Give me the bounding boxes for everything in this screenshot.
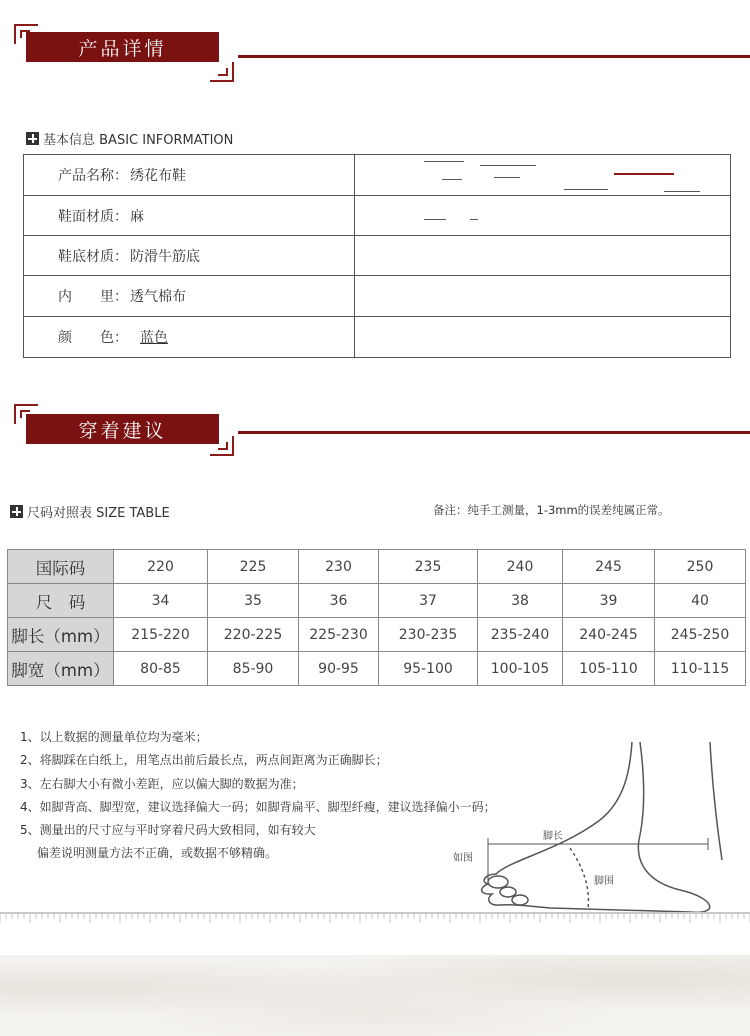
info-row [24,236,730,276]
scribble-mark [564,189,608,190]
plus-icon [26,132,39,145]
corner-ornament-icon [210,62,234,82]
table-cell: 250 [655,550,746,584]
table-cell: 215-220 [114,618,208,652]
section-banner-product-details [0,24,750,94]
measurement-instructions [20,726,496,866]
scribble-mark [494,177,520,178]
info-label: 颜 色： [58,330,128,346]
section-banner-wearing-advice [0,404,750,474]
table-cell: 245-250 [655,618,746,652]
info-label: 鞋面材质： [58,208,128,225]
row-header: 脚宽（mm） [8,652,114,686]
table-cell: 38 [478,584,563,618]
list-item: 1、以上数据的测量单位均为毫米； [20,730,208,744]
info-value: 麻 [130,208,144,225]
info-row [24,276,730,317]
foot-diagram-icon [440,740,750,920]
plus-icon [10,505,23,518]
table-cell: 220 [114,550,208,584]
info-value: 绣花布鞋 [130,168,186,184]
table-cell: 240-245 [563,618,655,652]
table-cell: 225 [208,550,299,584]
table-cell: 220-225 [208,618,299,652]
row-header: 尺 码 [8,584,114,618]
table-cell: 39 [563,584,655,618]
table-cell: 100-105 [478,652,563,686]
info-row [24,155,730,196]
table-row [8,652,746,686]
basic-info-heading [26,129,233,148]
scribble-mark [614,173,674,175]
corner-ornament-icon [210,436,234,456]
section-title: 穿着建议 [26,414,219,444]
list-item: 2、将脚踩在白纸上，用笔点出前后最长点，两点间距离为正确脚长； [20,753,388,768]
table-cell: 110-115 [655,652,746,686]
table-cell: 235-240 [478,618,563,652]
info-label: 产品名称： [58,168,128,184]
size-table [7,549,746,686]
list-item: 5、测量出的尺寸应与平时穿着尺码大致相同，如有较大 [20,823,316,838]
info-value: 蓝色 [140,330,168,346]
table-cell: 240 [478,550,563,584]
list-item: 偏差说明测量方法不正确，或数据不够精确。 [37,846,278,861]
table-cell: 95-100 [379,652,478,686]
info-value: 透气棉布 [130,289,186,305]
section-title: 产品详情 [26,32,219,62]
table-cell: 35 [208,584,299,618]
info-value: 防滑牛筋底 [130,248,200,265]
table-cell: 245 [563,550,655,584]
scribble-mark [424,161,464,162]
info-row [24,317,730,358]
basic-info-heading-text: 基本信息 BASIC INFORMATION [43,133,234,148]
scribble-mark [480,165,536,166]
table-row [8,618,746,652]
table-cell: 80-85 [114,652,208,686]
info-row [24,196,730,236]
diagram-length-label: 脚长 [543,831,563,842]
table-row [8,584,746,618]
info-label: 鞋底材质： [58,248,128,265]
table-cell: 230 [299,550,379,584]
scribble-mark [424,219,446,220]
scribble-mark [442,179,462,180]
info-label: 内 里： [58,289,128,305]
section-rule [238,431,750,434]
table-cell: 40 [655,584,746,618]
table-row [8,550,746,584]
row-header: 国际码 [8,550,114,584]
row-header: 脚长（mm） [8,618,114,652]
ruler-ticks [0,912,750,924]
table-cell: 235 [379,550,478,584]
table-cell: 37 [379,584,478,618]
size-table-heading-text: 尺码对照表 SIZE TABLE [27,506,170,521]
table-cell: 36 [299,584,379,618]
list-item: 3、左右脚大小有微小差距，应以偏大脚的数据为准； [20,776,304,791]
table-cell: 90-95 [299,652,379,686]
scribble-mark [664,191,700,192]
diagram-girth-label: 脚围 [594,876,614,887]
table-cell: 85-90 [208,652,299,686]
table-cell: 34 [114,584,208,618]
section-rule [238,55,750,58]
column-divider [354,155,355,357]
measurement-note: 备注：纯手工测量，1-3mm的误差纯属正常。 [433,503,670,517]
scribble-mark [470,219,478,220]
table-cell: 105-110 [563,652,655,686]
size-table-heading [10,502,170,521]
list-item: 4、如脚背高、脚型宽，建议选择偏大一码；如脚背扁平、脚型纤瘦，建议选择偏小一码； [20,799,496,814]
table-cell: 230-235 [379,618,478,652]
diagram-example-label: 如图 [453,853,473,864]
table-cell: 225-230 [299,618,379,652]
textured-background [0,955,750,1036]
basic-info-table [23,154,731,358]
